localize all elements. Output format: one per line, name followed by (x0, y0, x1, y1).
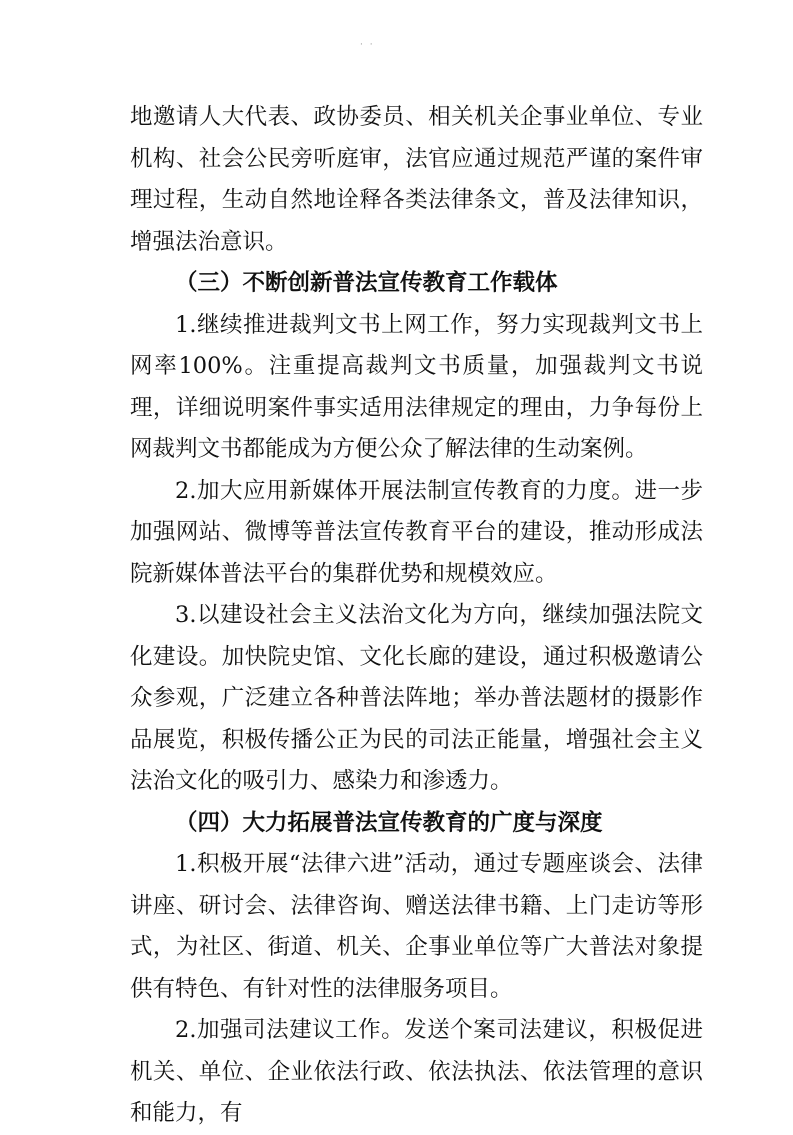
section-heading-3: （三）不断创新普法宣传教育工作载体 (175, 270, 558, 296)
paragraph-continuation: 地邀请人大代表、政协委员、相关机关企事业单位、专业机构、社会公民旁听庭审，法官应通过规范严谨的案件审理过程，生动自然地诠释各类法律条文，普及法律知识，增强法治意识。 (130, 104, 703, 255)
paragraph-4-1: 1.积极开展“法律六进”活动，通过专题座谈会、法律讲座、研讨会、法律咨询、赠送法律书籍、上门走访等形式，为社区、街道、机关、企事业单位等广大普法对象提供有特色、有针对性的法律服务项目。 (130, 851, 703, 1002)
paragraph-4-2: 2.加强司法建议工作。发送个案司法建议，积极促进机关、单位、企业依法行政、依法执法、依法管理的意识和能力，有 (130, 1017, 703, 1126)
section-heading-4: （四）大力拓展普法宣传教育的广度与深度 (175, 809, 603, 836)
top-mark: · · (360, 40, 375, 50)
paragraph-3-1: 1.继续推进裁判文书上网工作，努力实现裁判文书上网率100%。注重提高裁判文书质量，加强裁判文书说理，详细说明案件事实适用法律规定的理由，力争每份上网裁判文书都能成为方便公众了解法律的生动案例。 (130, 311, 703, 462)
paragraph-3-3: 3.以建设社会主义法治文化为方向，继续加强法院文化建设。加快院史馆、文化长廊的建设，通过积极邀请公众参观，广泛建立各种普法阵地；举办普法题材的摄影作品展览，积极传播公正为民的司法正能量，增强社会主义法治文化的吸引力、感染力和渗透力。 (130, 602, 703, 794)
paragraph-3-2: 2.加大应用新媒体开展法制宣传教育的力度。进一步加强网站、微博等普法宣传教育平台的建设，推动形成法院新媒体普法平台的集群优势和规模效应。 (130, 477, 703, 587)
